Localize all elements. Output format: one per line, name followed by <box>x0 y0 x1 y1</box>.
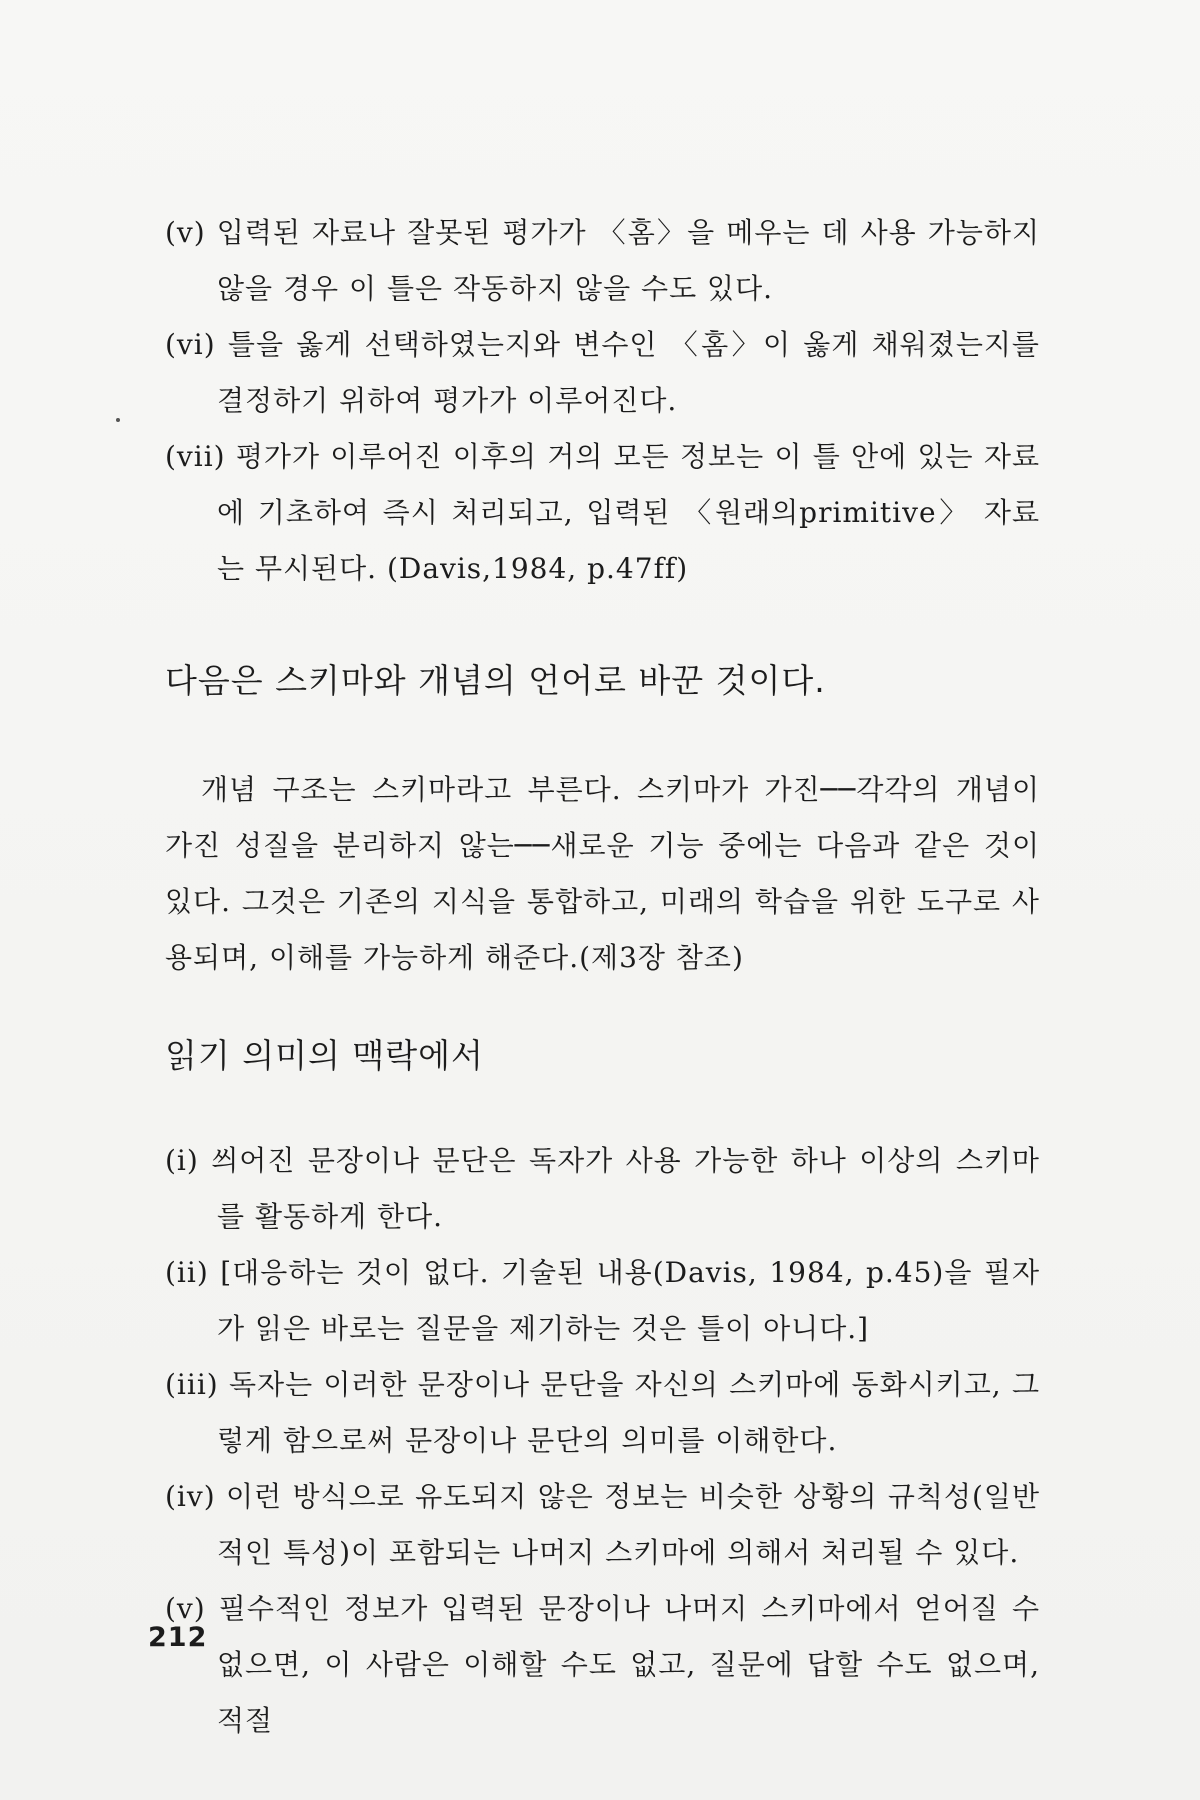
list-item: (ii) [대응하는 것이 없다. 기술된 내용(Davis, 1984, p.45)을 필자가 읽은 바로는 질문을 제기하는 것은 틀이 아니다.] <box>165 1256 1040 1345</box>
section-heading: 다음은 스키마와 개념의 언어로 바꾼 것이다. <box>165 661 826 700</box>
reading-context-list <box>165 1133 1040 1749</box>
list-item: (i) 씌어진 문장이나 문단은 독자가 사용 가능한 하나 이상의 스키마를 활동하게 한다. <box>165 1144 1040 1233</box>
list-item: (vi) 틀을 옳게 선택하였는지와 변수인 〈홈〉이 옳게 채워졌는지를 결정하기 위하여 평가가 이루어진다. <box>165 328 1040 417</box>
list-item: (v) 필수적인 정보가 입력된 문장이나 나머지 스키마에서 얻어질 수 없으면, 이 사람은 이해할 수도 없고, 질문에 답할 수도 없으며, 적절 <box>165 1592 1040 1737</box>
list-item: (v) 입력된 자료나 잘못된 평가가 〈홈〉을 메우는 데 사용 가능하지 않을 경우 이 틀은 작동하지 않을 수도 있다. <box>165 216 1040 305</box>
section-heading: 읽기 의미의 맥락에서 <box>165 1036 484 1075</box>
page-content <box>165 205 1040 1749</box>
page-number: 212 <box>148 1622 208 1653</box>
list-item: (iv) 이런 방식으로 유도되지 않은 정보는 비슷한 상황의 규칙성(일반적인 특성)이 포함되는 나머지 스키마에 의해서 처리될 수 있다. <box>165 1480 1040 1569</box>
frame-properties-list <box>165 205 1040 597</box>
body-paragraph: 개념 구조는 스키마라고 부른다. 스키마가 가진──각각의 개념이 가진 성질을 분리하지 않는──새로운 기능 중에는 다음과 같은 것이 있다. 그것은 기존의 지식을 통합하고, 미래의 학습을 위한 도구로 사용되며, 이해를 가능하게 해준다.(제3장 참조) <box>165 773 1040 974</box>
list-item: (iii) 독자는 이러한 문장이나 문단을 자신의 스키마에 동화시키고, 그렇게 함으로써 문장이나 문단의 의미를 이해한다. <box>165 1368 1040 1457</box>
list-item: (vii) 평가가 이루어진 이후의 거의 모든 정보는 이 틀 안에 있는 자료에 기초하여 즉시 처리되고, 입력된 〈원래의primitive〉 자료는 무시된다. (Davis,1984, p.47ff) <box>165 440 1040 585</box>
margin-mark <box>116 418 120 422</box>
